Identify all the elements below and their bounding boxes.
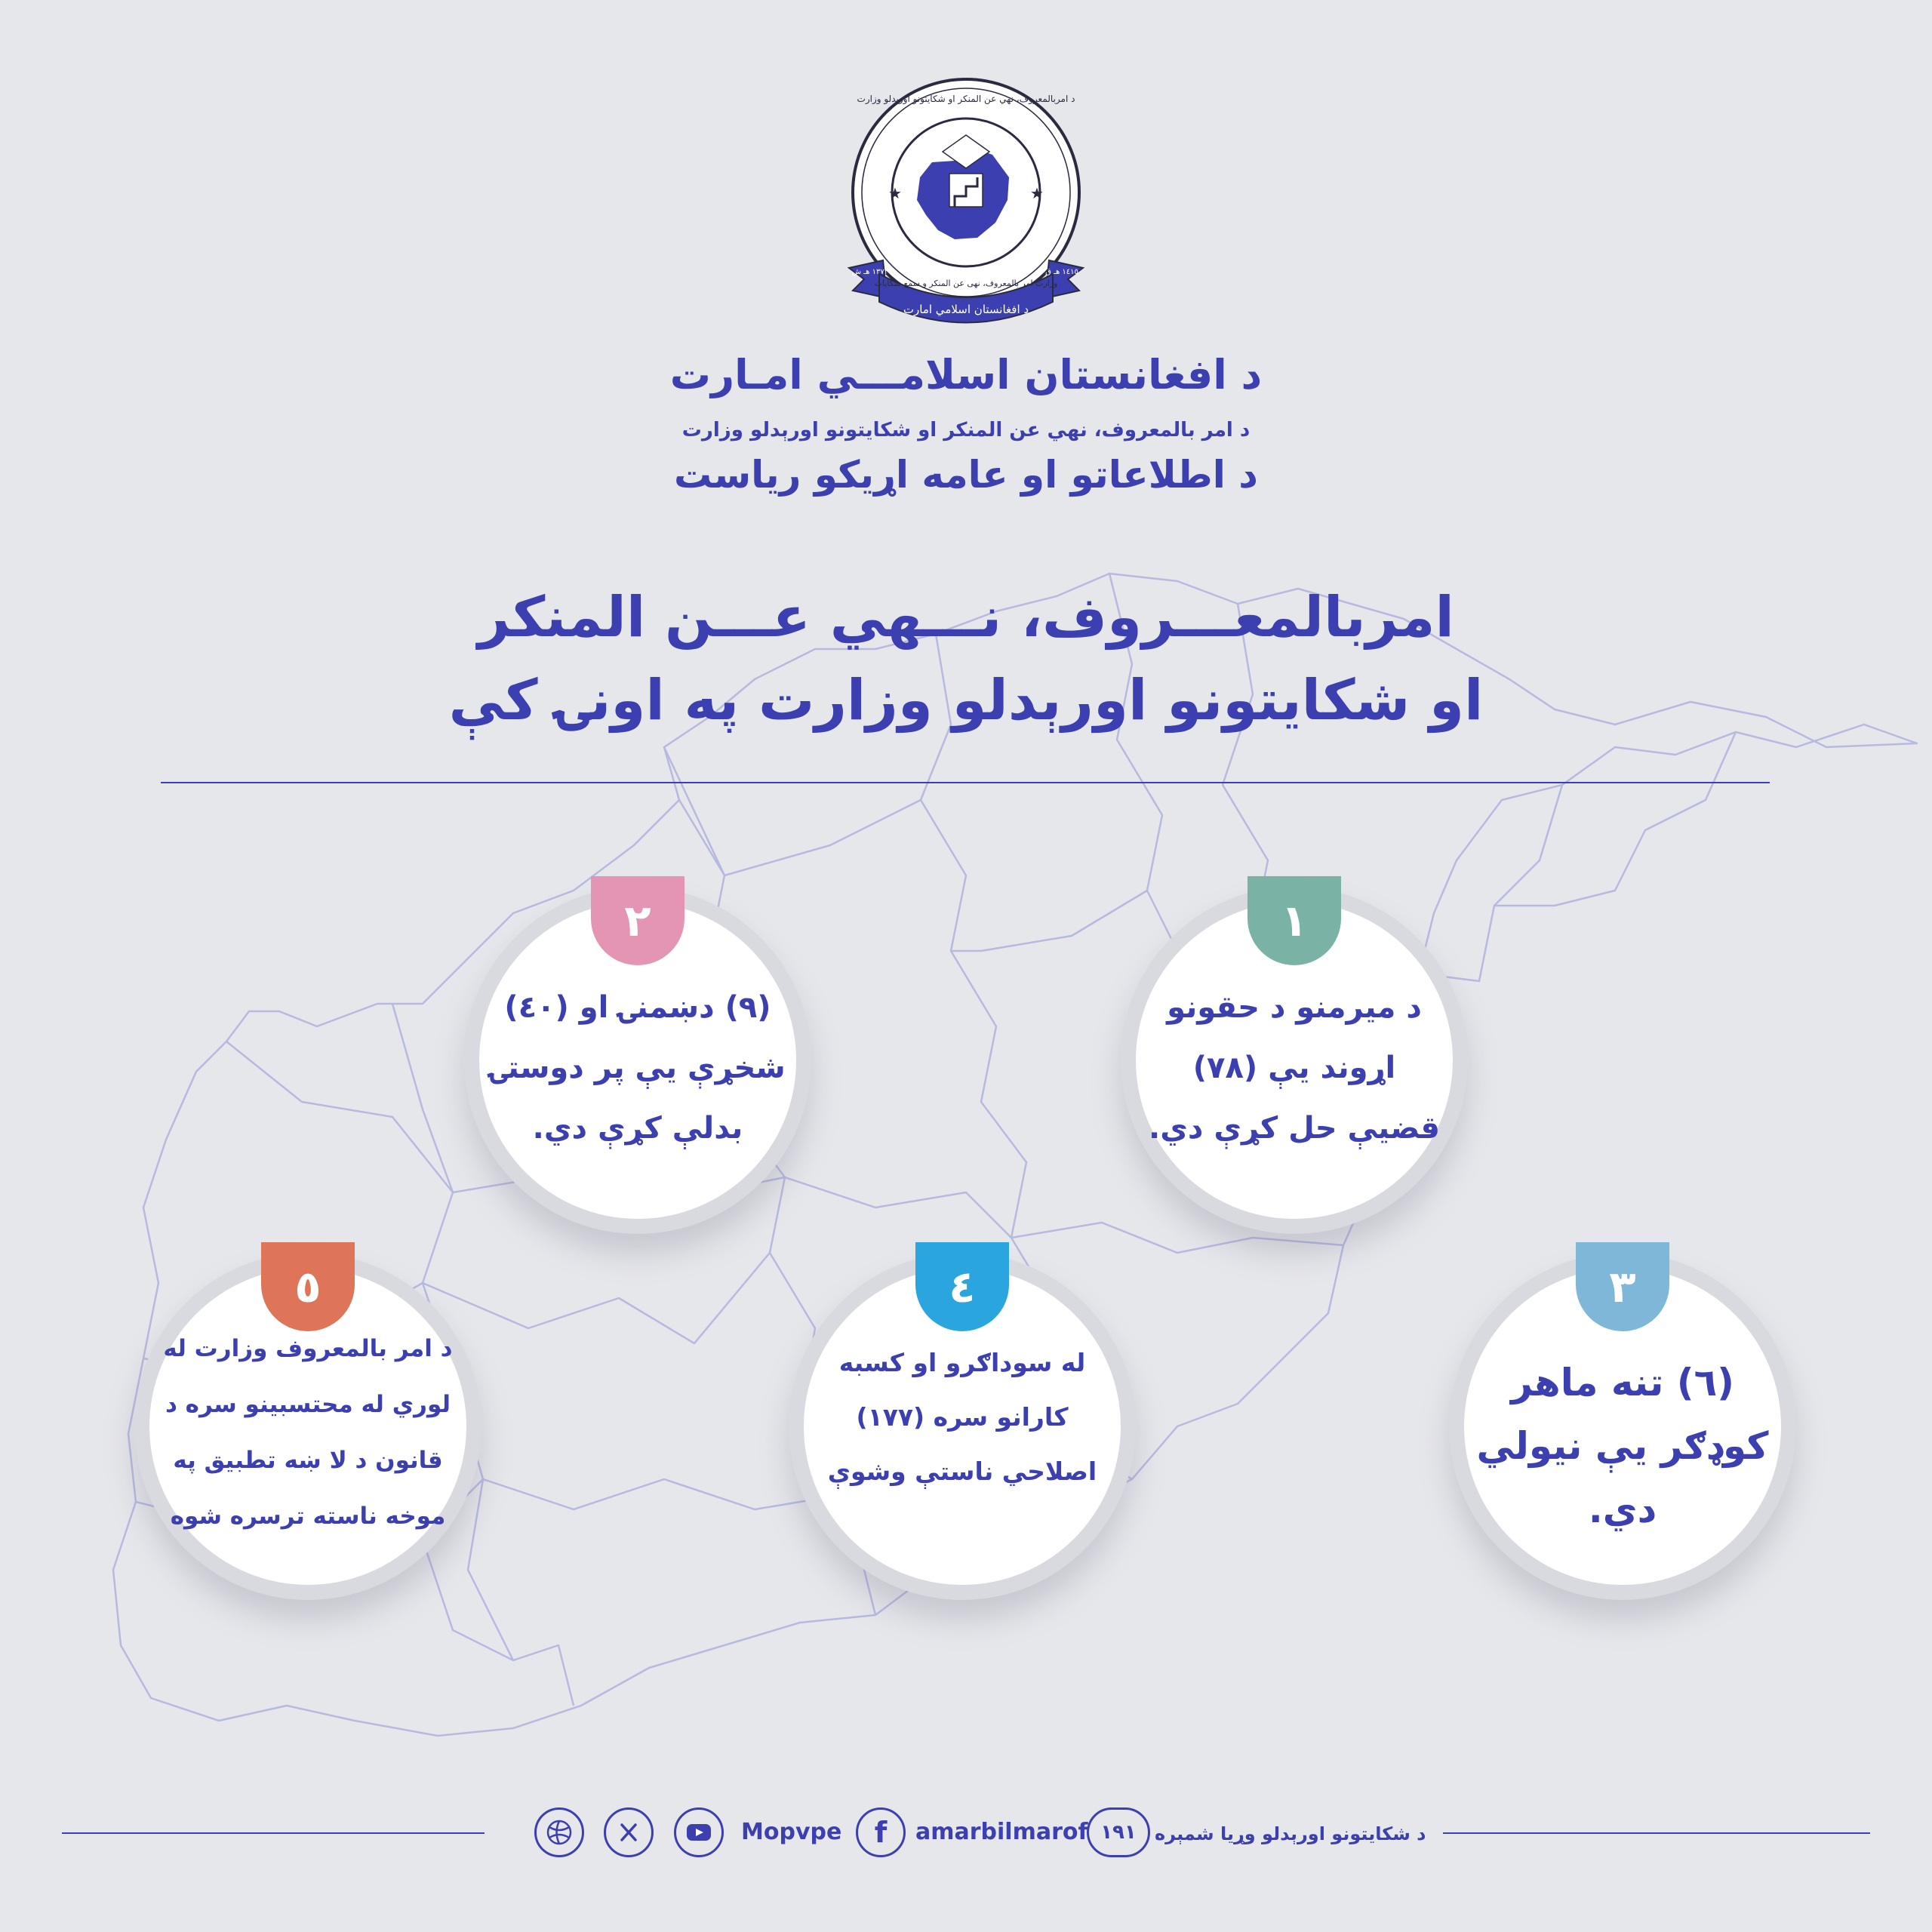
stat-text: د امر بالمعروف وزارت له لوري له محتسبينو سره د قانون د لا ښه تطبيق په موخه ناسته ترسره شوه	[163, 1335, 453, 1530]
footer-divider-left	[62, 1832, 485, 1834]
facebook-handle[interactable]: amarbilmarof	[915, 1819, 1088, 1845]
headline-line-2: او شكايتونو اورېدلو وزارت په اونۍ کې	[448, 668, 1484, 733]
footer-divider-right	[1443, 1832, 1870, 1834]
stat-text: (٦) تنه ماهر کوډګر يې نيولي دي.	[1476, 1361, 1769, 1531]
seal-ribbon-text: د افغانستان اسلامي امارت	[903, 303, 1029, 316]
header-divider	[161, 782, 1770, 783]
complaints-number[interactable]: ١٩١	[1087, 1807, 1150, 1857]
stat-text: له سوداګرو او کسبه کارانو سره (١٧٧) اصلاحي ناستې وشوې	[827, 1348, 1097, 1486]
stat-number-badge: ١	[1247, 876, 1341, 965]
org-name: د افغانستان اسلامـــي امـارت	[669, 351, 1263, 398]
complaints-label: د شكايتونو اورېدلو وړيا شمېره	[1155, 1823, 1426, 1844]
stat-number-badge: ٤	[915, 1242, 1009, 1331]
stat-card-1	[1121, 887, 1468, 1234]
stat-number-badge: ٢	[591, 876, 685, 965]
youtube-handle[interactable]: Mopvpe	[741, 1819, 842, 1845]
svg-text:★: ★	[888, 184, 902, 202]
seal-year-left: ١٣٧٣ هـ ش	[851, 268, 889, 276]
ministry-name: د امر بالمعروف، نهي عن المنكر او شكايتونو اورېدلو وزارت	[681, 419, 1251, 441]
stat-card-4	[789, 1253, 1136, 1600]
seal-inner-text: وزارت امر بالمعروف، نهی عن المنکر و سمع شکایات	[874, 278, 1058, 288]
stat-number-badge: ٥	[261, 1242, 355, 1331]
stat-card-3	[1449, 1253, 1796, 1600]
stat-card-5	[134, 1253, 481, 1600]
basketball-icon[interactable]	[534, 1807, 584, 1857]
department-name: د اطلاعاتو او عامه اړيكو رياست	[674, 453, 1258, 497]
x-icon[interactable]	[604, 1807, 654, 1857]
headline-line-1: امربالمعـــروف، نـــهي عـــن المنكر	[478, 585, 1454, 650]
seal-year-right: ١٤١٥ هـ ق	[1045, 268, 1078, 276]
svg-text:★: ★	[1030, 184, 1044, 202]
stat-text: د ميرمنو د حقونو اړوند يې (٧٨) قضيې حل کړې دي.	[1149, 990, 1440, 1146]
ministry-seal-logo	[841, 72, 1091, 336]
stat-text: (٩) دښمنۍ او (٤٠) شخړې يې پر دوستۍ بدلې کړې دي.	[490, 990, 786, 1146]
stat-card-2	[464, 887, 811, 1234]
youtube-icon[interactable]	[674, 1807, 724, 1857]
seal-outer-text: د امربالمعروف، نهي عن المنكر او شکایتونو اورېدلو وزارت	[857, 94, 1075, 104]
stat-number-badge: ٣	[1576, 1242, 1669, 1331]
facebook-icon[interactable]: f	[856, 1807, 906, 1857]
